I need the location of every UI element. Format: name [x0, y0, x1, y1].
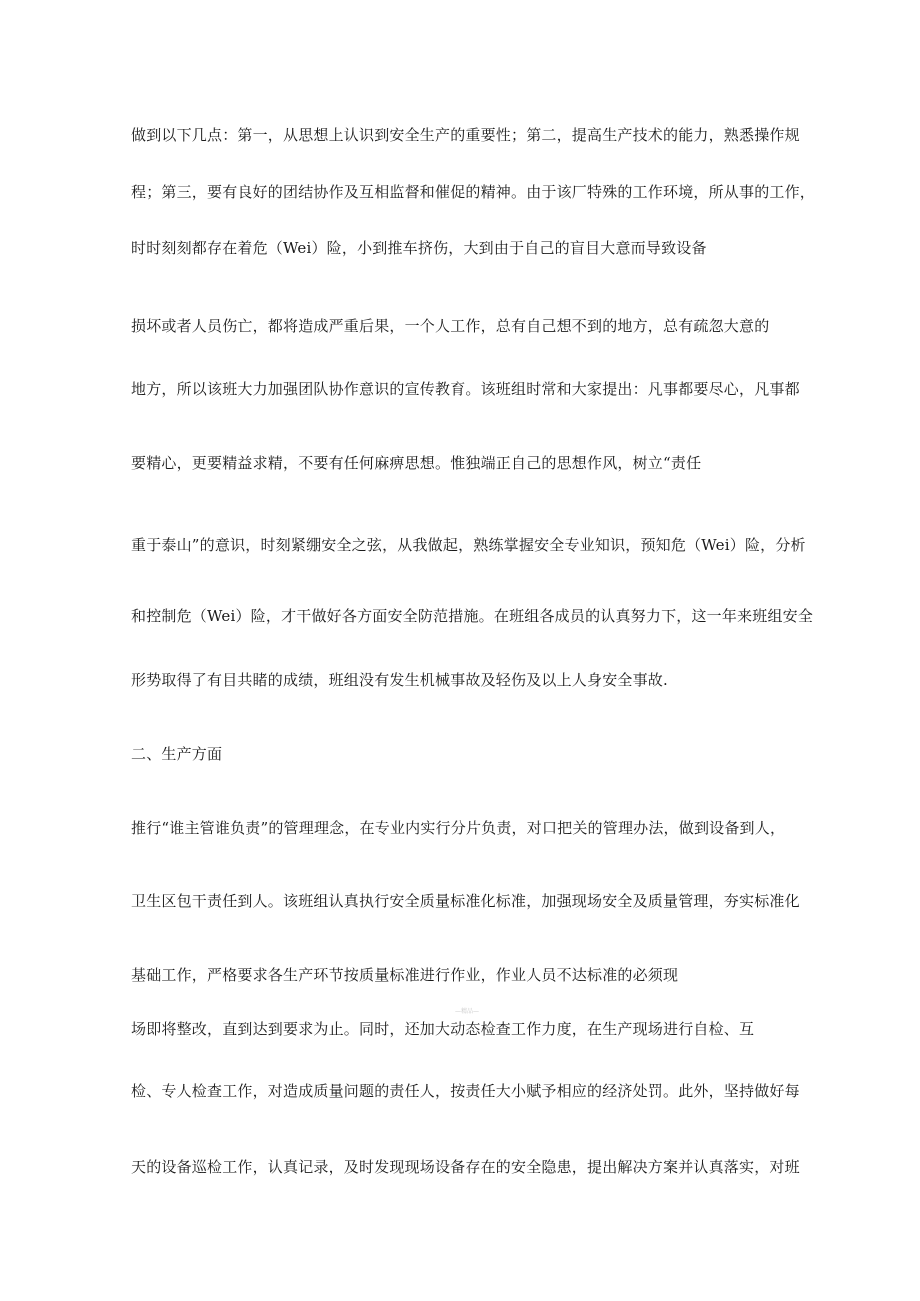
section-heading: 二、生产方面 — [131, 745, 223, 763]
text-line-8: 和控制危（Wei）险，才干做好各方面安全防范措施。在班组各成员的认真努力下，这一年来班组安全 — [131, 607, 814, 625]
text-line-5: 地方，所以该班大力加强团队协作意识的宣传教育。该班组时常和大家提出：凡事都要尽心，凡事都 — [131, 380, 800, 398]
text-line-7: 重于泰山”的意识，时刻紧绷安全之弦，从我做起，熟练掌握安全专业知识，预知危（Wei）险，分析 — [131, 536, 806, 554]
text-line-16: 天的设备巡检工作，认真记录，及时发现现场设备存在的安全隐患，提出解决方案并认真落实，对班 — [131, 1158, 800, 1176]
text-line-15: 检、专人检查工作，对造成质量问题的责任人，按责任大小赋予相应的经济处罚。此外，坚持做好每 — [131, 1082, 800, 1100]
text-line-13: 基础工作，严格要求各生产环节按质量标准进行作业，作业人员不达标准的必须现 — [131, 966, 679, 984]
text-line-14: 场即将整改，直到达到要求为止。同时，还加大动态检查工作力度，在生产现场进行自检、互 — [131, 1020, 755, 1038]
text-line-11: 推行“谁主管谁负责”的管理理念，在专业内实行分片负责，对口把关的管理办法，做到设备到人， — [131, 819, 786, 837]
text-line-3: 时时刻刻都存在着危（Wei）险，小到推车挤伤，大到由于自己的盲目大意而导致设备 — [131, 239, 707, 257]
text-line-1: 做到以下几点：第一，从思想上认识到安全生产的重要性；第二，提高生产技术的能力，熟悉操作规 — [131, 126, 800, 144]
watermark: —精品— — [455, 1008, 480, 1015]
text-line-6: 要精心，更要精益求精，不要有任何麻痹思想。惟独端正自己的思想作风，树立“责任 — [131, 454, 702, 472]
text-line-12: 卫生区包干责任到人。该班组认真执行安全质量标准化标准，加强现场安全及质量管理，夯实标准化 — [131, 892, 800, 910]
text-line-4: 损坏或者人员伤亡，都将造成严重后果，一个人工作，总有自己想不到的地方，总有疏忽大意的 — [131, 317, 770, 335]
text-line-9: 形势取得了有目共睹的成绩，班组没有发生机械事故及轻伤及以上人身安全事故. — [131, 671, 668, 689]
text-line-2: 程；第三，要有良好的团结协作及互相监督和催促的精神。由于该厂特殊的工作环境，所从事的工作， — [131, 183, 816, 201]
